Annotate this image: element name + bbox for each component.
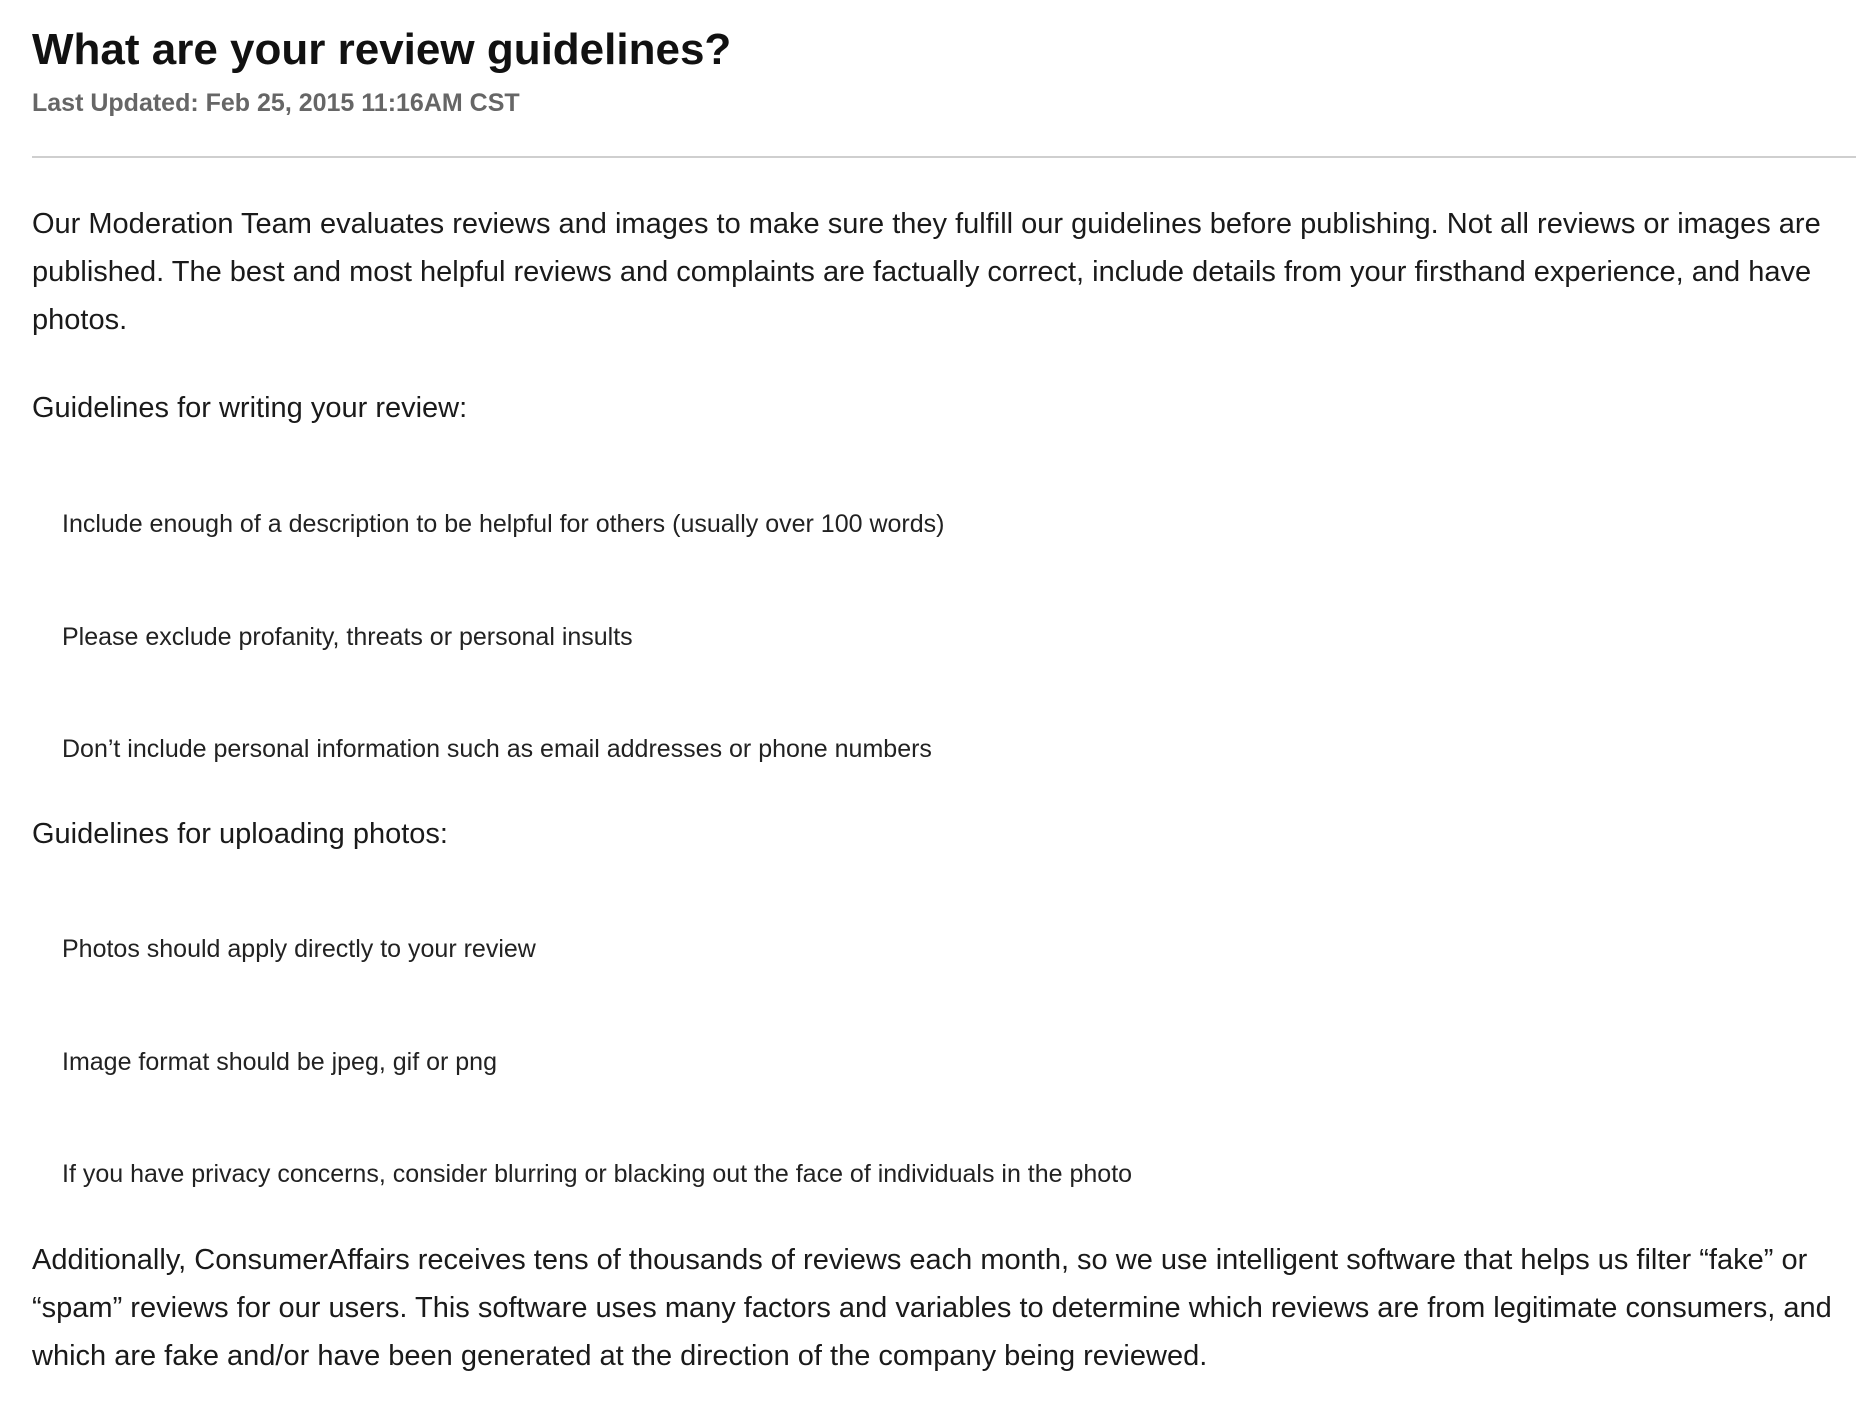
photo-guidelines-heading: Guidelines for uploading photos: [32,818,448,850]
list-item: If you have privacy concerns, consider blurring or blacking out the face of individuals in the photo [62,1160,1133,1188]
header-divider [32,156,1856,158]
list-item: Please exclude profanity, threats or personal insults [62,623,633,651]
writing-guidelines-heading: Guidelines for writing your review: [32,392,468,424]
list-item: Photos should apply directly to your review [62,935,536,963]
list-item: Image format should be jpeg, gif or png [62,1048,497,1076]
last-updated-timestamp: Last Updated: Feb 25, 2015 11:16AM CST [32,89,520,117]
additional-paragraph: Additionally, ConsumerAffairs receives tens of thousands of reviews each month, so we use intelligent software that helps us filter “fake” or “spam” reviews for our users. This software uses many factors and variables to determine which reviews are from legitimate consumers, and which are fake and/or have been generated at the direction of the company being reviewed. [32,1244,1832,1372]
page-title: What are your review guidelines? [32,25,732,74]
list-item: Don’t include personal information such as email addresses or phone numbers [62,735,932,763]
intro-paragraph: Our Moderation Team evaluates reviews and images to make sure they fulfill our guidelines before publishing. Not all reviews or images are published. The best and most helpful reviews and complaints are factually correct, include details from your firsthand experience, and have photos. [32,208,1821,336]
list-item: Include enough of a description to be helpful for others (usually over 100 words) [62,510,945,538]
